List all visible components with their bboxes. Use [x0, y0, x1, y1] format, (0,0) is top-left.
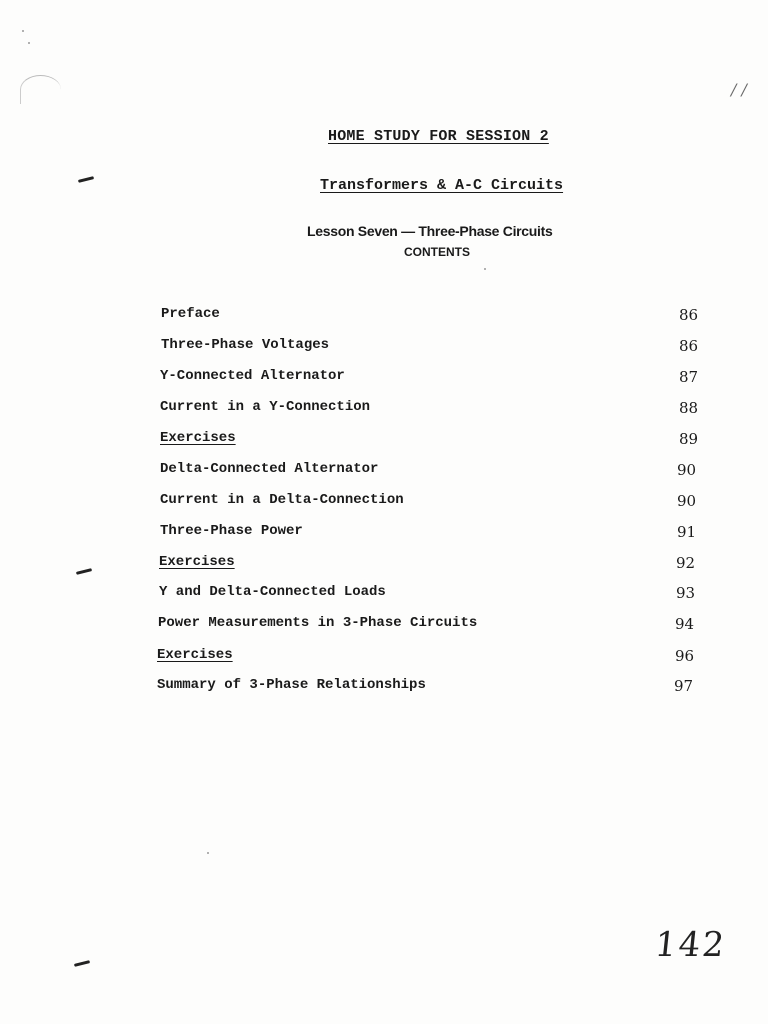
toc-row: [159, 584, 699, 606]
toc-page-number: 90: [677, 492, 697, 510]
toc-row: [160, 523, 700, 545]
toc-page-number: 94: [675, 615, 695, 633]
toc-row: [157, 647, 697, 669]
toc-title: Y and Delta-Connected Loads: [159, 584, 386, 600]
toc-title: Three-Phase Voltages: [161, 337, 330, 353]
toc-page-number: 96: [675, 647, 695, 665]
toc-row: [160, 492, 700, 514]
handwritten-page-number: 142: [652, 925, 729, 965]
toc-title: Preface: [161, 306, 220, 322]
toc-title: Exercises: [157, 647, 233, 663]
toc-page-number: 91: [677, 523, 697, 541]
toc-page-number: 97: [674, 677, 694, 695]
toc-title: Current in a Y-Connection: [160, 399, 371, 415]
toc-title: Power Measurements in 3-Phase Circuits: [158, 615, 478, 631]
toc-page-number: 88: [679, 399, 699, 417]
toc-row: [158, 615, 698, 637]
toc-row: [160, 368, 700, 390]
toc-row: [159, 554, 699, 576]
toc-page-number: 92: [676, 554, 696, 572]
toc-page-number: 87: [679, 368, 699, 386]
toc-row: [160, 430, 700, 452]
toc-page-number: 86: [679, 306, 699, 324]
toc-row: [161, 306, 701, 328]
toc-row: [157, 677, 697, 699]
toc-title: Current in a Delta-Connection: [160, 492, 404, 508]
toc-title: Summary of 3-Phase Relationships: [157, 677, 426, 693]
toc-title: Three-Phase Power: [160, 523, 303, 539]
toc-row: [160, 399, 700, 421]
toc-title: Exercises: [160, 430, 236, 446]
toc-page-number: 93: [676, 584, 696, 602]
contents-heading: CONTENTS: [404, 245, 470, 259]
toc-page-number: 90: [677, 461, 697, 479]
subject-heading: Transformers & A-C Circuits: [320, 177, 564, 194]
toc-row: [161, 337, 701, 359]
corner-pencil-mark: / /: [731, 80, 747, 99]
toc-page-number: 89: [679, 430, 699, 448]
toc-title: Delta-Connected Alternator: [160, 461, 379, 477]
toc-row: [160, 461, 700, 483]
session-heading: HOME STUDY FOR SESSION 2: [328, 128, 549, 145]
toc-page-number: 86: [679, 337, 699, 355]
toc-title: Exercises: [159, 554, 235, 570]
lesson-heading: Lesson Seven — Three-Phase Circuits: [307, 223, 553, 239]
toc-title: Y-Connected Alternator: [160, 368, 345, 384]
